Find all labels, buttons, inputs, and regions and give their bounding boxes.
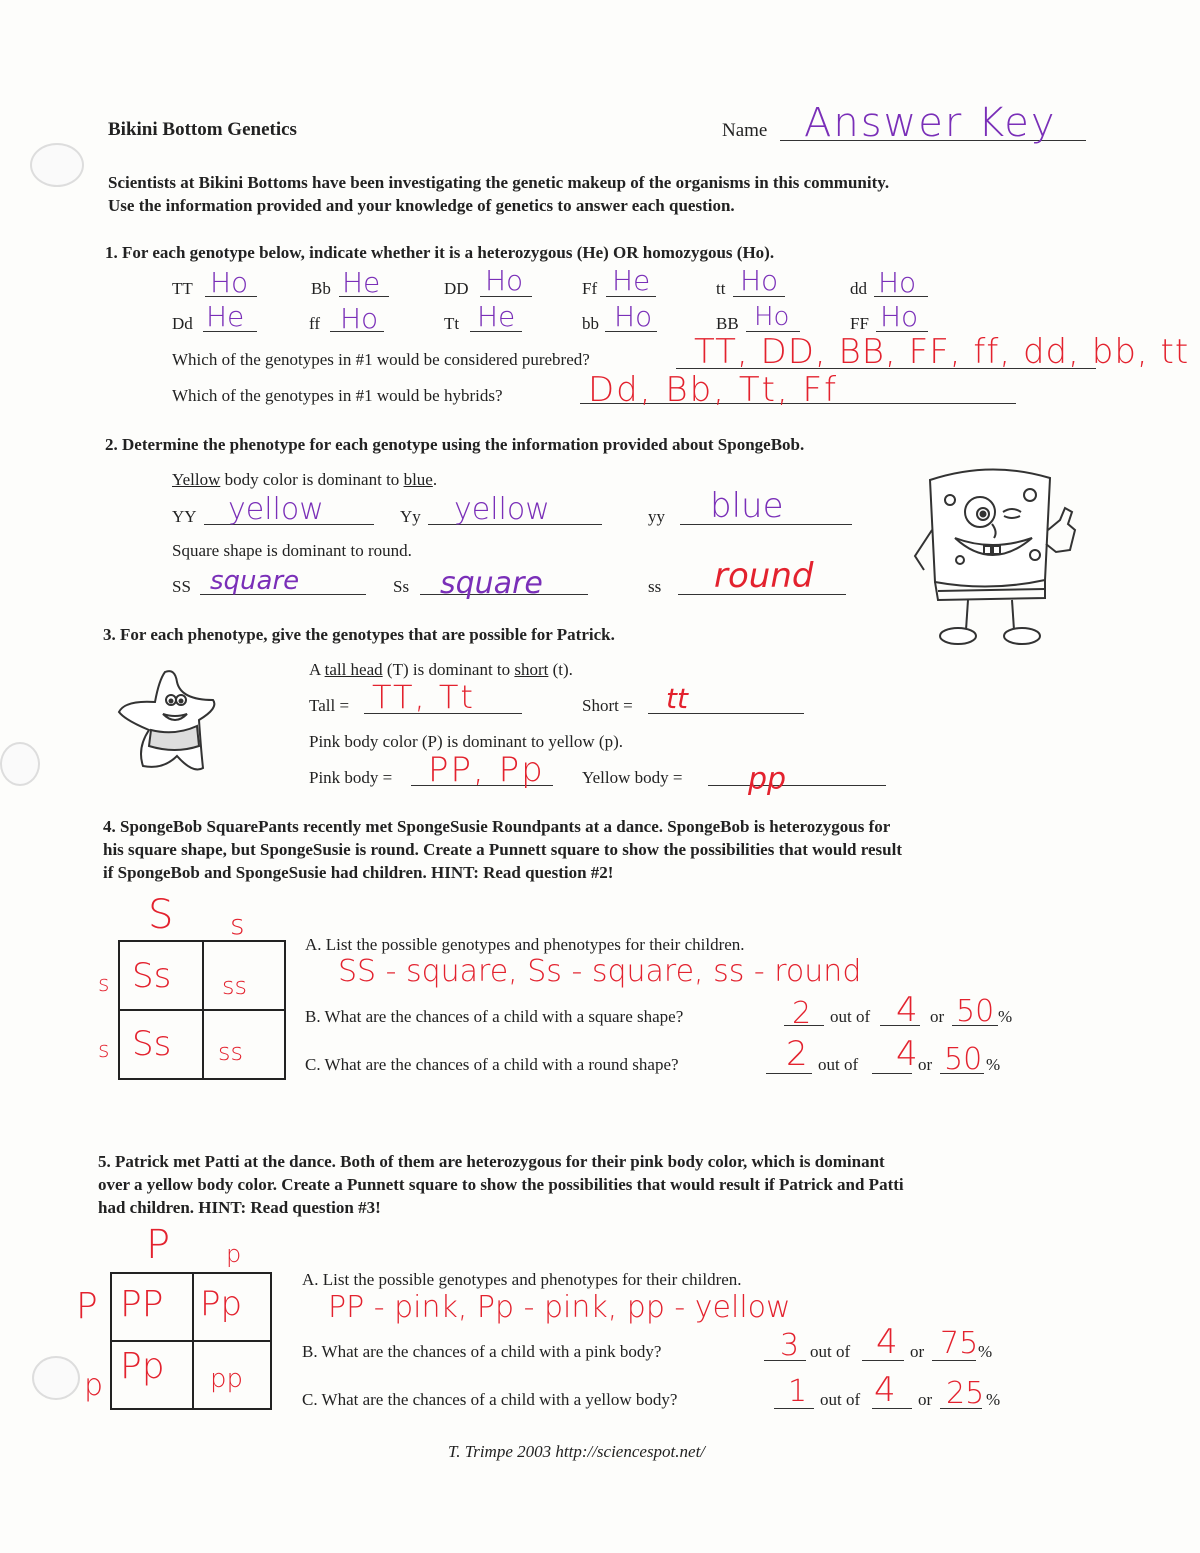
q5-part-c: C. What are the chances of a child with a yellow body? — [302, 1390, 678, 1409]
q5-b-denominator: 4 — [876, 1322, 898, 1362]
q1-prompt: 1. For each genotype below, indicate whether it is a heterozygous (He) OR homozygous (Ho). — [105, 243, 775, 262]
side-allele: p — [84, 1368, 104, 1403]
q4-c-denominator: 4 — [896, 1034, 918, 1074]
q1-label: BB — [716, 314, 739, 333]
q5-prompt-line-1: 5. Patrick met Patti at the dance. Both of them are heterozygous for their pink body color, which is dominant — [98, 1152, 885, 1171]
or-label: or — [930, 1007, 945, 1026]
top-allele: P — [146, 1222, 171, 1268]
percent-label: % — [986, 1390, 1001, 1409]
percent-label: % — [986, 1055, 1001, 1074]
q2-label: ss — [648, 577, 662, 596]
q1-label: DD — [444, 279, 469, 298]
hybrid-question: Which of the genotypes in #1 would be hybrids? — [172, 386, 503, 405]
footer-credit: T. Trimpe 2003 http://sciencespot.net/ — [448, 1442, 706, 1461]
q4-part-a: A. List the possible genotypes and phenotypes for their children. — [305, 935, 745, 954]
q1-answer: Ho — [210, 266, 249, 299]
punnett-cell: ss — [222, 972, 248, 1000]
q1-answer: He — [206, 300, 245, 333]
punch-hole-top — [30, 143, 84, 187]
q3-rule-2: Pink body color (P) is dominant to yellow (p). — [309, 732, 624, 751]
yellow-label: Yellow body = — [582, 768, 683, 787]
q1-label: Bb — [311, 279, 331, 298]
q1-label: Tt — [444, 314, 460, 333]
punnett-cell: pp — [210, 1364, 244, 1394]
intro-line-2: Use the information provided and your knowledge of genetics to answer each question. — [108, 196, 735, 215]
purebred-question: Which of the genotypes in #1 would be considered purebred? — [172, 350, 590, 369]
q2-answer: yellow — [228, 492, 324, 527]
name-label: Name — [722, 120, 768, 141]
q2-rule-2: Square shape is dominant to round. — [172, 541, 412, 560]
q2-label: YY — [172, 507, 197, 526]
purebred-answer: TT, DD, BB, FF, ff, dd, bb, tt — [694, 332, 1190, 372]
punnett-cell: Ss — [132, 956, 172, 996]
out-of-label: out of — [810, 1342, 851, 1361]
q1-answer: He — [477, 300, 516, 333]
short-answer: tt — [666, 682, 688, 715]
tall-label: Tall = — [309, 696, 350, 715]
q4-b-denominator: 4 — [896, 990, 918, 1030]
q2-label: Ss — [393, 577, 410, 596]
punnett-cell: ss — [218, 1038, 244, 1066]
tall-answer: TT, Tt — [372, 678, 475, 716]
q1-label: Dd — [172, 314, 193, 333]
or-label: or — [918, 1390, 933, 1409]
q4-part-c: C. What are the chances of a child with a round shape? — [305, 1055, 679, 1074]
q2-label: yy — [648, 507, 665, 526]
or-label: or — [910, 1342, 925, 1361]
top-allele: s — [230, 908, 245, 941]
q5-prompt-line-2: over a yellow body color. Create a Punnett square to show the possibilities that would result if Patrick and Patti — [98, 1175, 904, 1194]
q4-prompt-line-3: if SpongeBob and SpongeSusie had children. HINT: Read question #2! — [103, 863, 614, 882]
percent-label: % — [978, 1342, 993, 1361]
q1-label: FF — [850, 314, 869, 333]
q1-answer: Ho — [754, 302, 790, 332]
q1-answer: Ho — [880, 300, 919, 333]
q5-prompt-line-3: had children. HINT: Read question #3! — [98, 1198, 381, 1217]
q1-label: tt — [716, 279, 726, 298]
out-of-label: out of — [830, 1007, 871, 1026]
q2-label: Yy — [400, 507, 421, 526]
q3-prompt: 3. For each phenotype, give the genotypes that are possible for Patrick. — [103, 625, 615, 644]
q2-answer: yellow — [454, 492, 550, 527]
punch-hole-middle — [0, 742, 40, 786]
patrick-illustration — [115, 660, 230, 780]
spongebob-illustration — [900, 460, 1080, 650]
q1-answer: He — [342, 266, 381, 299]
q5-b-numerator: 3 — [780, 1328, 800, 1363]
side-allele: s — [98, 972, 110, 997]
q4-part-a-answer: SS - square, Ss - square, ss - round — [338, 954, 862, 989]
punnett-cell: PP — [120, 1284, 164, 1325]
q4-b-percent: 50 — [956, 994, 995, 1029]
punnett-cell: Ss — [132, 1024, 172, 1064]
q5-c-percent: 25 — [946, 1376, 985, 1411]
q3-rule-1: A tall head (T) is dominant to short (t). — [309, 660, 573, 679]
q1-label: bb — [582, 314, 599, 333]
short-label: Short = — [582, 696, 633, 715]
top-allele: S — [148, 892, 174, 938]
top-allele: p — [226, 1240, 242, 1268]
q1-answer: Ho — [340, 302, 379, 335]
out-of-label: out of — [820, 1390, 861, 1409]
side-allele: s — [98, 1038, 110, 1063]
q1-label: ff — [309, 314, 321, 333]
q2-answer: square — [440, 566, 543, 601]
punch-hole-bottom — [32, 1356, 80, 1400]
q2-answer: blue — [710, 486, 784, 526]
q1-answer: Ho — [614, 300, 653, 333]
q1-answer: He — [612, 264, 651, 297]
q4-part-b: B. What are the chances of a child with a square shape? — [305, 1007, 684, 1026]
hybrid-answer: Dd, Bb, Tt, Ff — [588, 370, 839, 410]
q2-answer: square — [210, 566, 300, 596]
q5-part-a: A. List the possible genotypes and phenotypes for their children. — [302, 1270, 742, 1289]
q4-c-numerator: 2 — [786, 1034, 808, 1074]
punnett-cell: Pp — [120, 1346, 165, 1387]
yellow-answer: pp — [748, 762, 787, 797]
name-value: Answer Key — [804, 100, 1057, 146]
q4-b-numerator: 2 — [792, 996, 812, 1031]
pink-label: Pink body = — [309, 768, 393, 787]
q1-label: TT — [172, 279, 193, 298]
or-label: or — [918, 1055, 933, 1074]
q4-c-percent: 50 — [944, 1042, 983, 1077]
q2-rule-1: Yellow body color is dominant to blue. — [172, 470, 438, 489]
punnett-cell: Pp — [200, 1284, 243, 1324]
q5-b-percent: 75 — [940, 1326, 979, 1361]
q5-part-a-answer: PP - pink, Pp - pink, pp - yellow — [328, 1290, 791, 1325]
q1-answer: Ho — [878, 266, 917, 299]
q1-label: dd — [850, 279, 867, 298]
q5-part-b: B. What are the chances of a child with a pink body? — [302, 1342, 662, 1361]
q1-label: Ff — [582, 279, 598, 298]
q5-c-denominator: 4 — [874, 1370, 896, 1410]
out-of-label: out of — [818, 1055, 859, 1074]
side-allele: P — [76, 1286, 98, 1327]
intro-line-1: Scientists at Bikini Bottoms have been investigating the genetic makeup of the organisms in this community. — [108, 173, 890, 192]
q4-prompt-line-2: his square shape, but SpongeSusie is round. Create a Punnett square to show the possibilities that would result — [103, 840, 902, 859]
q2-answer: round — [714, 556, 814, 596]
q1-answer: Ho — [485, 264, 524, 297]
worksheet-title: Bikini Bottom Genetics — [108, 119, 297, 140]
q1-answer: Ho — [740, 264, 779, 297]
pink-answer: PP, Pp — [428, 750, 545, 790]
percent-label: % — [998, 1007, 1013, 1026]
q4-prompt-line-1: 4. SpongeBob SquarePants recently met SpongeSusie Roundpants at a dance. SpongeBob is heterozygous for — [103, 817, 891, 836]
q2-prompt: 2. Determine the phenotype for each genotype using the information provided about SpongeBob. — [105, 435, 805, 454]
q5-c-numerator: 1 — [788, 1374, 808, 1409]
q2-label: SS — [172, 577, 191, 596]
